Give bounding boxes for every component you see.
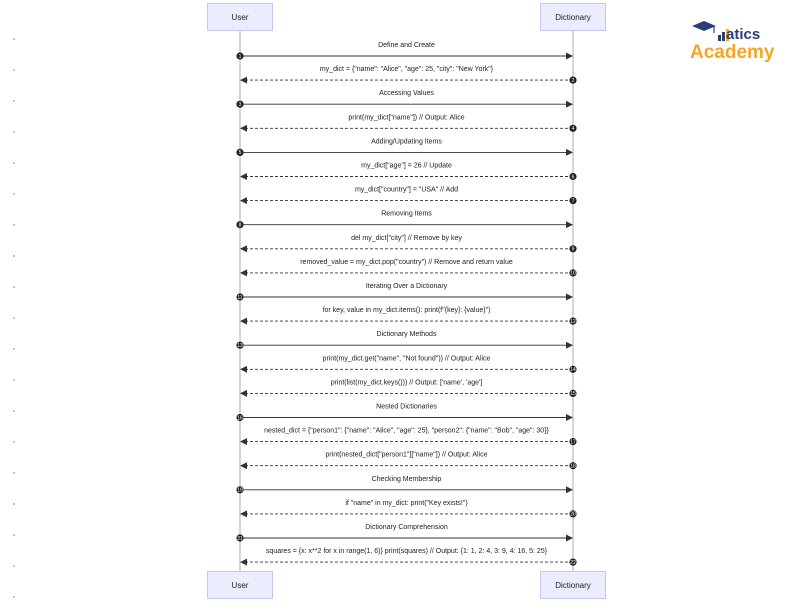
sequence-number: 12 bbox=[570, 318, 576, 325]
sequence-number: 9 bbox=[571, 246, 575, 253]
message-label: Accessing Values bbox=[379, 90, 434, 98]
sequence-number: 17 bbox=[570, 439, 576, 446]
edge-dot bbox=[13, 286, 15, 288]
edge-dot bbox=[13, 503, 15, 505]
edge-dot bbox=[13, 100, 15, 102]
edge-dot bbox=[13, 131, 15, 133]
message-label: Iterating Over a Dictionary bbox=[365, 283, 448, 290]
edge-dot bbox=[13, 224, 15, 226]
sequence-number: 16 bbox=[237, 415, 243, 422]
message-label: my_dict["country"] = "USA" // Add bbox=[354, 186, 459, 194]
sequence-number: 6 bbox=[571, 174, 575, 181]
sequence-number: 15 bbox=[570, 391, 576, 398]
message-label: nested_dict = {"person1": {"name": "Alice", "age": 25}, "person2": {"name": "Bob", "age": 30}} bbox=[264, 427, 549, 435]
participant-user-label: User bbox=[231, 12, 249, 22]
participant-user-label: User bbox=[231, 580, 249, 590]
message-label: my_dict["age"] = 26 // Update bbox=[361, 162, 452, 170]
edge-dot bbox=[13, 193, 15, 195]
message-label: my_dict = {"name": "Alice", "age": 25, "city": "New York"} bbox=[319, 66, 494, 74]
message-label: Nested Dictionaries bbox=[376, 403, 437, 411]
sequence-number: 19 bbox=[237, 487, 243, 494]
logo-text-academy: Academy bbox=[690, 42, 775, 63]
edge-dot bbox=[13, 379, 15, 381]
message-label: for key, value in my_dict.items(): print(f"{key}: {value}") bbox=[322, 307, 491, 315]
edge-dot bbox=[13, 38, 15, 40]
sequence-number: 1 bbox=[238, 53, 242, 60]
message-label: Removing Items bbox=[381, 210, 432, 218]
participant-dictionary-label: Dictionary bbox=[555, 12, 591, 22]
logo-text-atics: atics bbox=[726, 26, 761, 43]
participant-dictionary-label: Dictionary bbox=[555, 580, 591, 590]
edge-dot bbox=[13, 69, 15, 71]
sequence-number: 5 bbox=[238, 150, 242, 157]
sequence-number: 13 bbox=[237, 343, 243, 349]
message-label: Checking Membership bbox=[371, 475, 442, 483]
edge-dot bbox=[13, 255, 15, 257]
edge-dot bbox=[13, 348, 15, 350]
message-label: removed_value = my_dict.pop("country") // Remove and return value bbox=[300, 258, 513, 266]
message-label: if "name" in my_dict: print("Key exists!") bbox=[345, 499, 468, 507]
sequence-number: 10 bbox=[570, 270, 576, 277]
sequence-number: 22 bbox=[570, 559, 576, 566]
message-label: Dictionary Methods bbox=[376, 331, 437, 339]
sequence-number: 2 bbox=[571, 77, 575, 84]
sequence-number: 7 bbox=[571, 198, 575, 205]
message-label: Dictionary Comprehension bbox=[365, 524, 448, 531]
sequence-number: 20 bbox=[570, 511, 576, 518]
message-label: print(my_dict["name"]) // Output: Alice bbox=[348, 114, 465, 122]
academy-logo bbox=[688, 20, 784, 66]
sequence-number: 21 bbox=[237, 535, 243, 542]
sequence-number: 3 bbox=[238, 102, 242, 108]
message-label: Adding/Updating Items bbox=[371, 138, 442, 146]
message-label: squares = {x: x**2 for x in range(1, 6)} print(squares) // Output: {1: 1, 2: 4, 3: 9, 4: 16, 5: 25} bbox=[265, 548, 548, 556]
sequence-number: 18 bbox=[570, 463, 576, 470]
sequence-number: 8 bbox=[238, 222, 242, 229]
edge-dot bbox=[13, 565, 15, 567]
sequence-number: 4 bbox=[571, 126, 575, 133]
edge-dot bbox=[13, 534, 15, 536]
message-label: Define and Create bbox=[378, 42, 435, 49]
edge-dot bbox=[13, 472, 15, 474]
message-label: print(list(my_dict.keys())) // Output: ['name', 'age'] bbox=[330, 379, 483, 387]
edge-dot bbox=[13, 441, 15, 443]
edge-dot bbox=[13, 596, 15, 598]
message-label: del my_dict["city"] // Remove by key bbox=[351, 234, 462, 242]
edge-dot bbox=[13, 162, 15, 164]
edge-dot bbox=[13, 410, 15, 412]
message-label: print(nested_dict["person1"]["name"]) // Output: Alice bbox=[325, 451, 488, 459]
sequence-number: 11 bbox=[237, 294, 243, 301]
sequence-number: 14 bbox=[570, 367, 576, 374]
message-label: print(my_dict.get("name", "Not found")) // Output: Alice bbox=[322, 355, 491, 363]
edge-dot bbox=[13, 317, 15, 319]
